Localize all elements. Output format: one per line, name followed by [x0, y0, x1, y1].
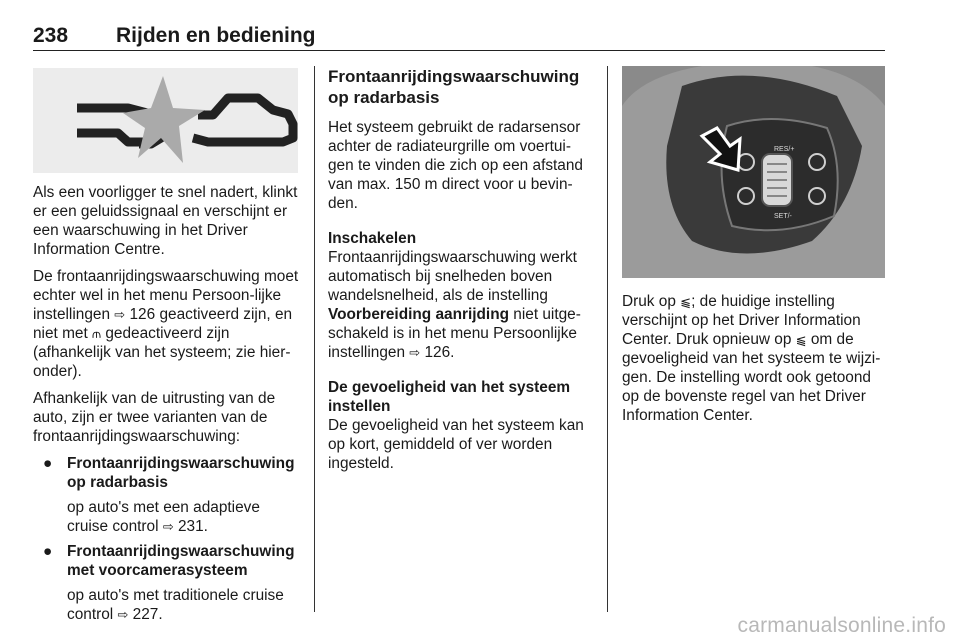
bullet-title: Frontaanrijdingswaarschuwing op radarbasis: [67, 455, 295, 491]
chapter-title: Rijden en bediening: [116, 24, 316, 47]
set-button-label: SET/-: [774, 213, 792, 220]
paragraph: [33, 267, 300, 381]
page-number: 238: [33, 24, 69, 47]
column-divider-1: [314, 66, 315, 612]
text-span: Frontaanrijdingswaarschuwing werkt automatisch bij snelheden boven wandelsnelheid, als de instelling: [328, 249, 577, 304]
text-span: ; de huidige instelling verschijnt op het Driver Information Center. Druk opnieuw op: [622, 293, 861, 348]
text-span: om de gevoeligheid van het systeem te wijzi-gen. De instelling wordt ook getoond op de bovenste regel van het Driver Information Center.: [622, 331, 881, 424]
ref-arrow-icon: ⇨: [409, 345, 421, 360]
paragraph: Afhankelijk van de uitrusting van de auto, zijn er twee varianten van de frontaanrijdingswaarschuwing:: [33, 390, 276, 445]
text-span: op auto's met traditionele cruise control: [67, 587, 284, 623]
ref-arrow-icon: ⇨: [162, 519, 174, 534]
bullet-text: [67, 586, 300, 624]
list-item: [33, 542, 300, 624]
column-right: [622, 292, 888, 433]
page-reference[interactable]: 227.: [132, 606, 163, 623]
text-span: Druk op: [622, 293, 681, 310]
collision-illustration: [33, 68, 298, 173]
setting-name: Voorbereiding aanrijding: [328, 306, 509, 323]
page-header: [33, 20, 885, 52]
paragraph: [622, 292, 888, 425]
paragraph: De gevoeligheid van het systeem kan op kort, gemiddeld of ver worden ingesteld.: [328, 417, 584, 472]
subheading-activate: Inschakelen: [328, 230, 417, 247]
ref-arrow-icon: ⇨: [117, 607, 129, 622]
gap-button-icon: ⫹: [795, 332, 807, 347]
ref-arrow-icon: ⇨: [114, 307, 126, 322]
res-button-label: RES/+: [774, 146, 795, 153]
page-reference[interactable]: 126: [129, 306, 156, 323]
column-left: [33, 183, 300, 630]
paragraph: Het systeem gebruikt de radarsensor achter de radiateurgrille om voertui-gen te vinden die zich op een afstand van max. 150 m direct voor u bevin-den.: [328, 119, 583, 212]
text-span: geactiveerd zijn, en niet met: [33, 306, 293, 342]
gap-button-icon: ⫹: [680, 294, 692, 309]
steering-wheel-illustration: [622, 66, 885, 278]
page-reference[interactable]: 126.: [424, 344, 455, 361]
bullet-dot: ●: [43, 543, 53, 560]
collision-warning-icon: ⫙: [92, 326, 102, 341]
bullet-dot: ●: [43, 455, 53, 472]
text-span: op auto's met een adaptieve cruise control: [67, 499, 260, 535]
column-middle: [328, 66, 592, 481]
paragraph: Als een voorligger te snel nadert, klinkt er een geluidssignaal en verschijnt er een waarschuwing in het Driver Information Centre.: [33, 184, 298, 258]
column-divider-2: [607, 66, 608, 612]
paragraph: [328, 248, 592, 362]
text-span: De frontaanrijdingswaarschuwing moet echter wel in het menu Persoon-lijke instellingen: [33, 268, 299, 323]
text-span: niet uitge-schakeld is in het menu Persoonlijke instellingen: [328, 306, 581, 361]
footer-watermark: carmanualsonline.info: [737, 614, 946, 637]
subheading-sensitivity: De gevoeligheid van het systeem instellen: [328, 379, 571, 415]
section-title: Frontaanrijdingswaarschuwing op radarbasis: [328, 67, 580, 107]
text-span: gedeactiveerd zijn (afhankelijk van het systeem; zie hier-onder).: [33, 325, 291, 380]
header-divider: [33, 50, 885, 51]
list-item: [33, 454, 300, 536]
bullet-title: Frontaanrijdingswaarschuwing met voorcamerasysteem: [67, 543, 295, 579]
page-reference[interactable]: 231.: [178, 518, 208, 535]
bullet-text: [67, 498, 300, 536]
